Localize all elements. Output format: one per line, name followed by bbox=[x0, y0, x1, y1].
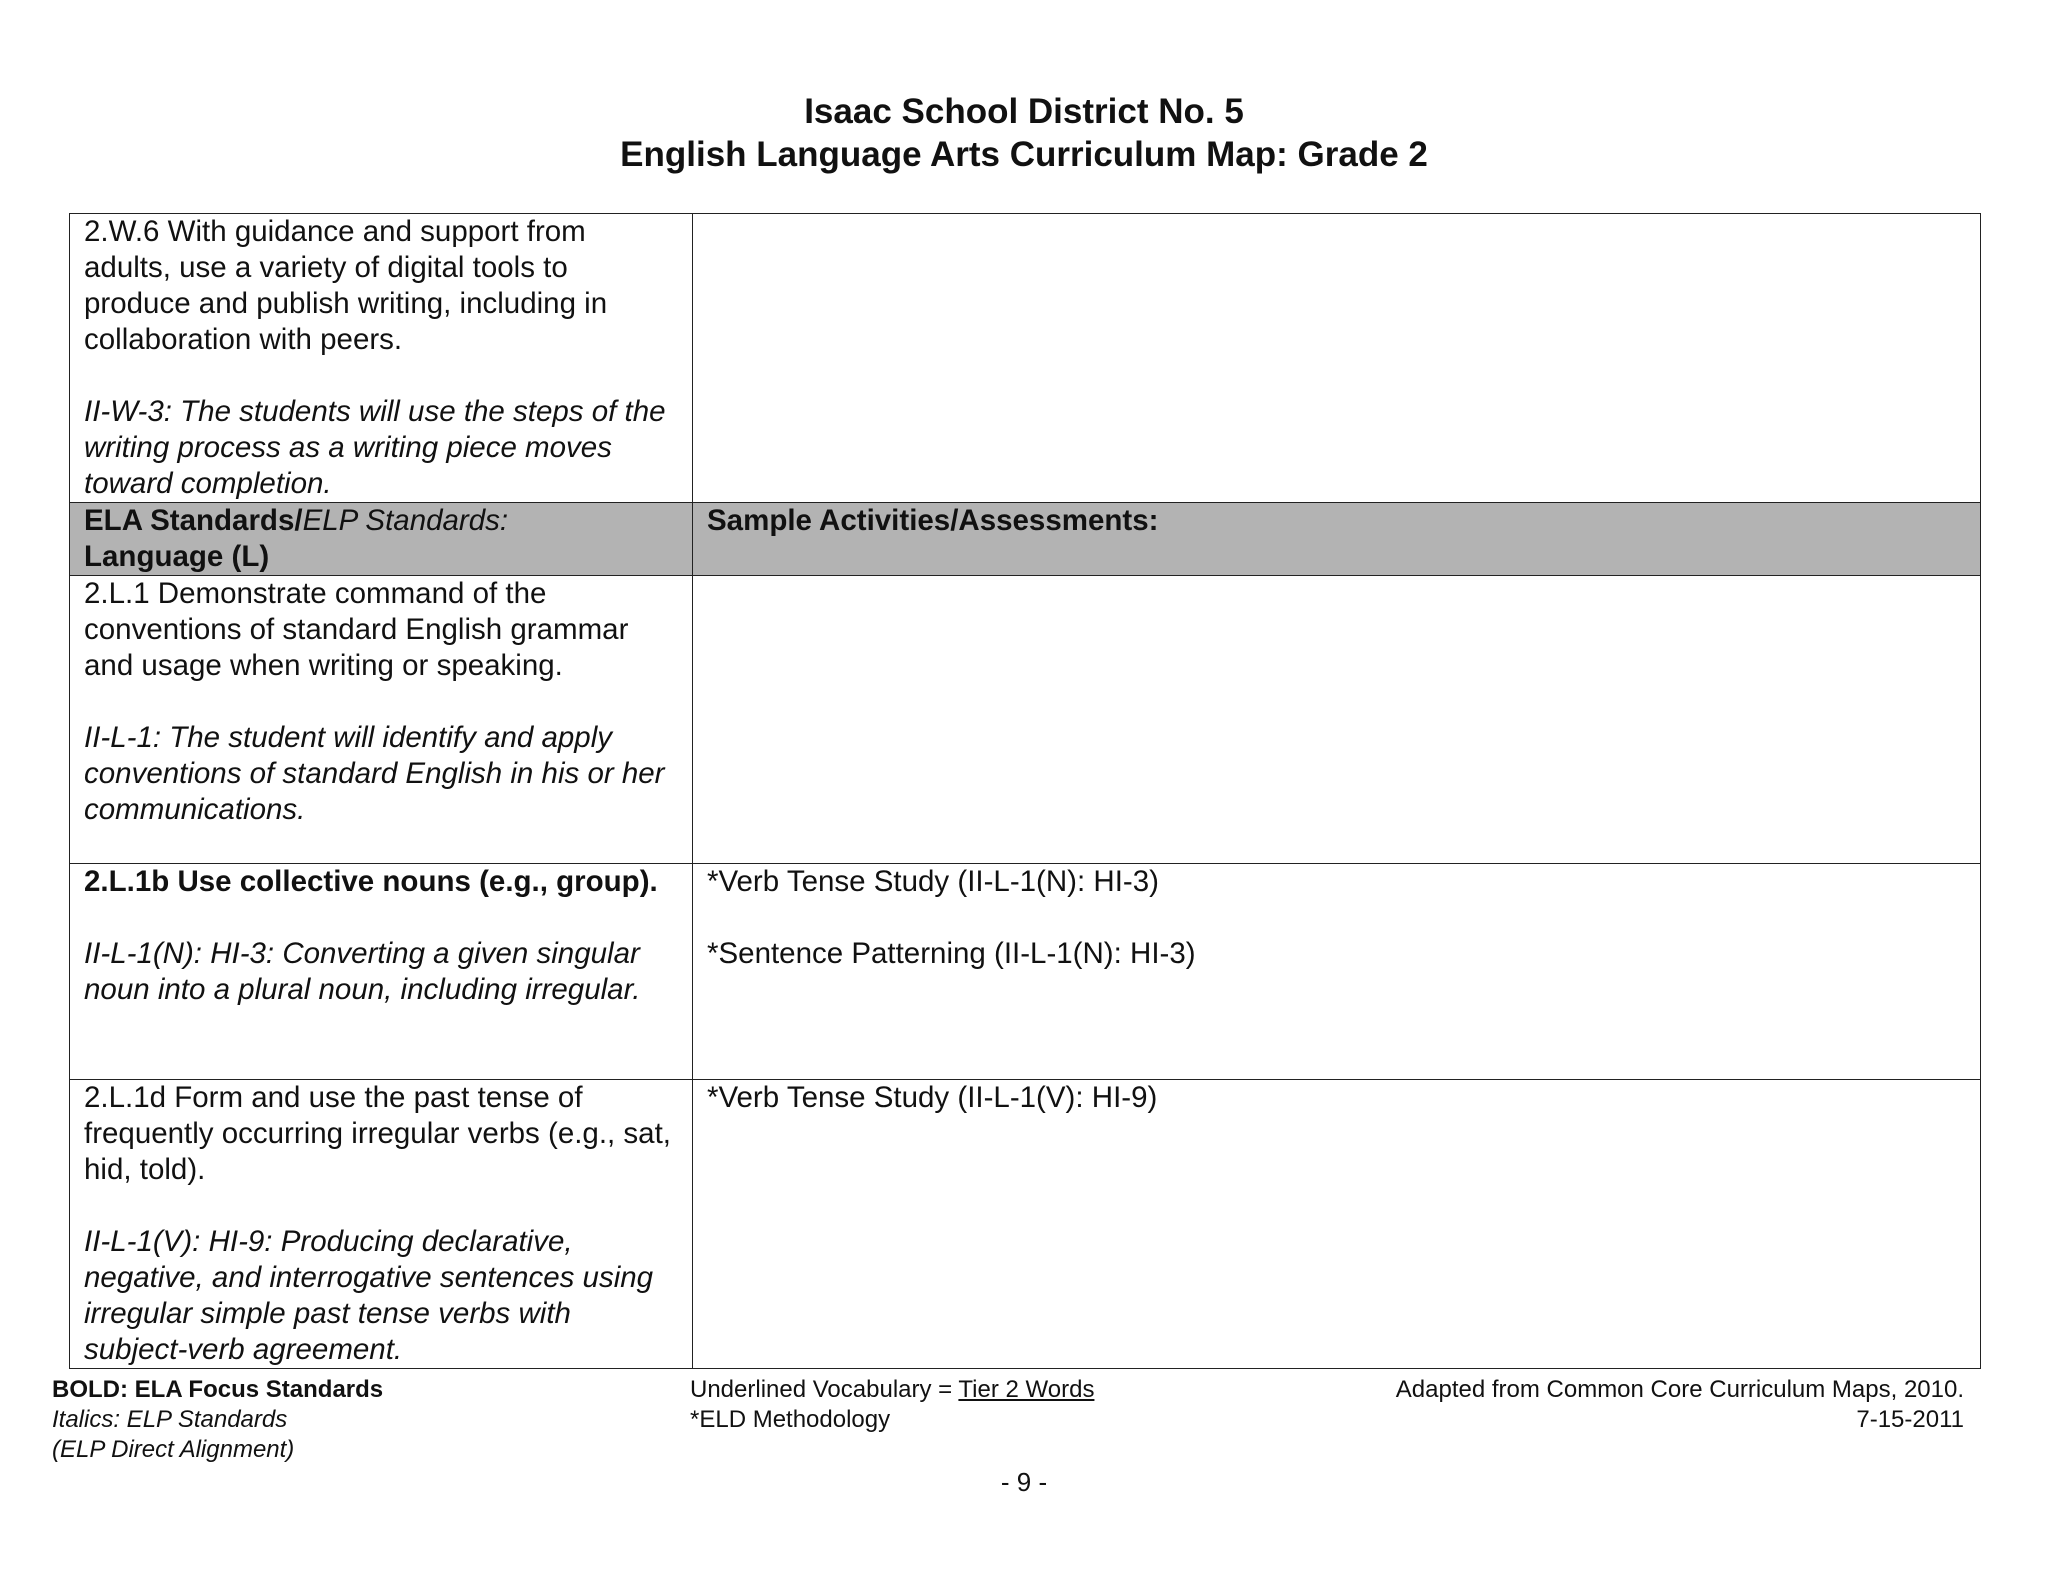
ela-standard: 2.L.1 Demonstrate command of the conventions of standard English grammar and usage when writing or speaking. bbox=[84, 577, 629, 682]
legend-italics: Italics: ELP Standards bbox=[52, 1406, 288, 1433]
standards-header-cell bbox=[70, 503, 693, 576]
activity-item: *Verb Tense Study (II-L-1(V): HI-9) bbox=[707, 1081, 1158, 1114]
ela-standard: 2.L.1d Form and use the past tense of frequently occurring irregular verbs (e.g., sat, hid, told). bbox=[84, 1081, 671, 1186]
district-name: Isaac School District No. 5 bbox=[804, 92, 1244, 131]
curriculum-table bbox=[69, 213, 1981, 1369]
strand-label: Language (L) bbox=[84, 540, 270, 573]
page-number: - 9 - bbox=[1000, 1467, 1048, 1497]
activities-cell bbox=[693, 1080, 1981, 1369]
activities-cell bbox=[693, 576, 1981, 864]
footer-legend bbox=[52, 1375, 383, 1465]
ela-standard: 2.W.6 With guidance and support from adults, use a variety of digital tools to produce and publish writing, including in collaboration with peers. bbox=[84, 215, 608, 356]
standards-cell bbox=[70, 864, 693, 1080]
table-row bbox=[70, 214, 1981, 503]
activity-item: *Verb Tense Study (II-L-1(N): HI-3) bbox=[707, 865, 1159, 898]
table-row bbox=[70, 1080, 1981, 1369]
legend-alignment: (ELP Direct Alignment) bbox=[52, 1436, 295, 1463]
elp-standard: II-L-1: The student will identify and apply conventions of standard English in his or her communications. bbox=[84, 721, 665, 826]
section-header-row bbox=[70, 503, 1981, 576]
elp-standard: II-W-3: The students will use the steps of the writing process as a writing piece moves toward completion. bbox=[84, 395, 666, 500]
table-row bbox=[70, 576, 1981, 864]
activities-label: Sample Activities/Assessments: bbox=[707, 504, 1159, 537]
footer-source bbox=[1396, 1375, 1964, 1435]
standards-cell bbox=[70, 576, 693, 864]
elp-standard: II-L-1(V): HI-9: Producing declarative, negative, and interrogative sentences using irregular simple past tense verbs with subject-verb agreement. bbox=[84, 1225, 654, 1366]
standards-cell bbox=[70, 214, 693, 503]
tier-2-words: Tier 2 Words bbox=[958, 1376, 1095, 1403]
source-note: Adapted from Common Core Curriculum Maps, 2010. bbox=[1395, 1376, 1964, 1403]
elp-standards-label: ELP Standards: bbox=[302, 504, 509, 537]
vocabulary-note bbox=[690, 1375, 1094, 1405]
eld-methodology-note: *ELD Methodology bbox=[690, 1406, 891, 1433]
vocabulary-prefix: Underlined Vocabulary = bbox=[690, 1376, 959, 1403]
curriculum-map-title: English Language Arts Curriculum Map: Grade 2 bbox=[620, 135, 1428, 174]
activities-cell bbox=[693, 864, 1981, 1080]
table-row bbox=[70, 864, 1981, 1080]
revision-date: 7-15-2011 bbox=[1856, 1406, 1964, 1433]
activity-item: *Sentence Patterning (II-L-1(N): HI-3) bbox=[707, 937, 1196, 970]
footer-vocabulary bbox=[690, 1375, 1094, 1435]
document-title bbox=[0, 90, 2048, 176]
elp-standard: II-L-1(N): HI-3: Converting a given singular noun into a plural noun, including irregular. bbox=[84, 937, 641, 1006]
activities-cell bbox=[693, 214, 1981, 503]
ela-focus-standard: 2.L.1b Use collective nouns (e.g., group). bbox=[84, 865, 658, 898]
legend-bold: BOLD: ELA Focus Standards bbox=[52, 1376, 384, 1403]
ela-standards-label: ELA Standards/ bbox=[84, 504, 303, 537]
standards-cell bbox=[70, 1080, 693, 1369]
activities-header-cell bbox=[693, 503, 1981, 576]
